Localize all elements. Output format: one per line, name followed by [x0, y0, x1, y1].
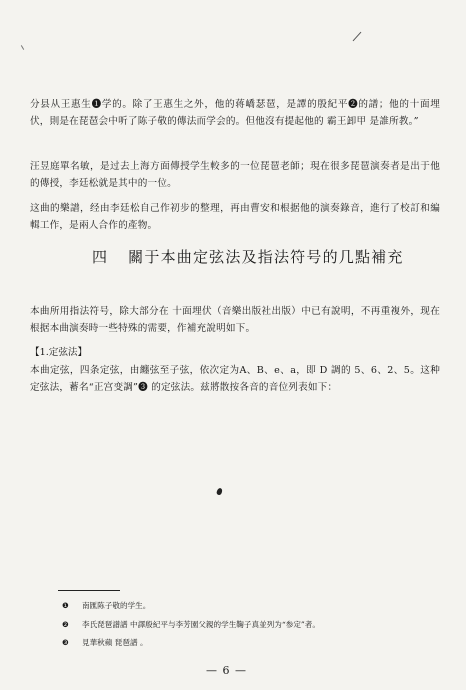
- paragraph-3: 这曲的樂譜，经由李廷松自己作初步的整理，再由曹安和根据他的演奏錄音，進行了校訂和編輯工作，是兩人合作的產物。: [30, 203, 440, 231]
- footnote-text: 南匯陈子敬的学生。: [82, 601, 151, 610]
- paragraph-5: 本曲定弦，四条定弦，由纏弦至子弦，依次定为A、B、e、a，即 D 調的 5、6、2、5。这种定弦法，蓄名“正宫变調”❸ 的定弦法。兹將散按各音的音位列表如下：: [30, 365, 440, 393]
- paragraph-1: 分县从王惠生❶学的。除了王惠生之外，他的蒋嶠瑟琶，是譚的殷紀平❷的譜；他的十面埋伏，則是在琵琶会中听了陈子敬的傳法而学会的。但他沒有提起他的 霸王卸甲 是誰所教。”: [30, 99, 440, 127]
- footnote-mark: ❸: [62, 638, 69, 647]
- paragraph-4: 本曲所用指法符号，除大部分在 十面埋伏（音樂出版社出版）中已有說明，不再重複外，现在根据本曲演奏時一些特殊的需要，作補充說明如下。: [30, 306, 440, 334]
- section-number: 四: [92, 248, 109, 266]
- subsection-label: 【1.定弦法】: [30, 347, 88, 358]
- footnote-text: 李氏琵琶譜譜 中譯殷紀平与李芳園父親的学生鞠子真並列为“参定”者。: [82, 620, 320, 629]
- ink-spot: [216, 487, 223, 495]
- footnote-mark: ❶: [62, 601, 69, 610]
- footnote-2: [62, 619, 320, 630]
- paragraph-2: 汪昱庭單名敏，是过去上海方面傳授学生較多的一位琵琶老師；現在很多琵琶演奏者是出于他的傳授，李廷松就是其中的一位。: [30, 161, 440, 189]
- footnote-1: [62, 600, 150, 611]
- page-number: — 6 —: [206, 664, 247, 677]
- pencil-mark: [353, 32, 362, 42]
- footnote-text: 見華秋蘋 琵琶譜 。: [82, 638, 148, 647]
- section-heading: [92, 246, 412, 267]
- pencil-mark: [21, 45, 24, 50]
- footnote-rule: [58, 590, 120, 591]
- section-title: 關于本曲定弦法及指法符号的几點補充: [128, 248, 404, 266]
- footnote-3: [62, 637, 148, 648]
- footnote-mark: ❷: [62, 620, 69, 629]
